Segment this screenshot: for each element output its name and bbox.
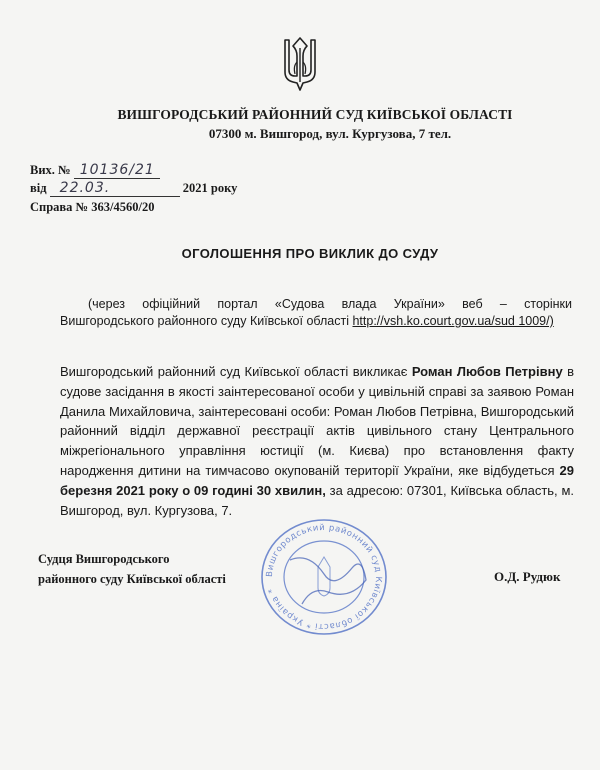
outgoing-number-handwritten: 10136/21 bbox=[79, 162, 155, 178]
date-handwritten: 22.03. bbox=[59, 180, 111, 196]
judge-name: О.Д. Рудюк bbox=[494, 569, 561, 584]
body-part2: в судове засідання в якості заінтересованої особи у цивільній справі за заявою Роман Данила Михайловича, заінтересовані особи: Роман Любов Петрівна, Вишгородський районний відділ державної реєстрації актів цивільного стану Центрального міжрегіонального управління юстиції (м. Києва) про встановлення факту народження дитини на тимчасово окупованій території України, яке відбудеться bbox=[60, 364, 574, 478]
date-label: від bbox=[30, 181, 47, 195]
date-row bbox=[30, 180, 237, 197]
body-part3: за адресою: 07301, Київська область, м. Вишгород, вул. Кургузова, 7. bbox=[60, 482, 574, 518]
portal-note bbox=[60, 296, 572, 330]
portal-line2-prefix: Вишгородського районного суду Київської області bbox=[60, 314, 353, 328]
case-number: Справа № 363/4560/20 bbox=[30, 200, 155, 214]
svg-text:Вишгородський районний суд Киї: Вишгородський районний суд Київської області * Україна * bbox=[264, 522, 384, 632]
body-part1: Вишгородський районний суд Київської області викликає bbox=[60, 364, 412, 379]
summoned-person-name: Роман Любов Петрівну bbox=[411, 364, 563, 379]
date-year: 2021 року bbox=[182, 181, 238, 195]
court-website-link[interactable]: http://vsh.ko.court.gov.ua/sud 1009/) bbox=[352, 314, 554, 328]
portal-line1: (через офіційний портал «Судова влада України» веб – сторінки bbox=[88, 297, 572, 311]
hearing-datetime: 29 березня 2021 року о 09 годині 30 хвилин, bbox=[60, 462, 574, 498]
court-seal-stamp-icon bbox=[254, 512, 394, 642]
court-name: ВИШГОРОДСЬКИЙ РАЙОННИЙ СУД КИЇВСЬКОЇ ОБЛАСТІ bbox=[117, 107, 513, 122]
outgoing-number-row bbox=[30, 162, 160, 179]
trident-coat-of-arms-icon bbox=[283, 36, 317, 92]
outgoing-label: Вих. № bbox=[30, 163, 71, 177]
summons-body bbox=[60, 362, 574, 520]
document-heading: ОГОЛОШЕННЯ ПРО ВИКЛИК ДО СУДУ bbox=[181, 246, 439, 261]
judge-title bbox=[38, 549, 226, 589]
court-address: 07300 м. Вишгород, вул. Кургузова, 7 тел. bbox=[208, 126, 452, 141]
judge-title-line2: районного суду Київської області bbox=[38, 572, 226, 586]
judge-title-line1: Судця Вишгородського bbox=[38, 552, 170, 566]
